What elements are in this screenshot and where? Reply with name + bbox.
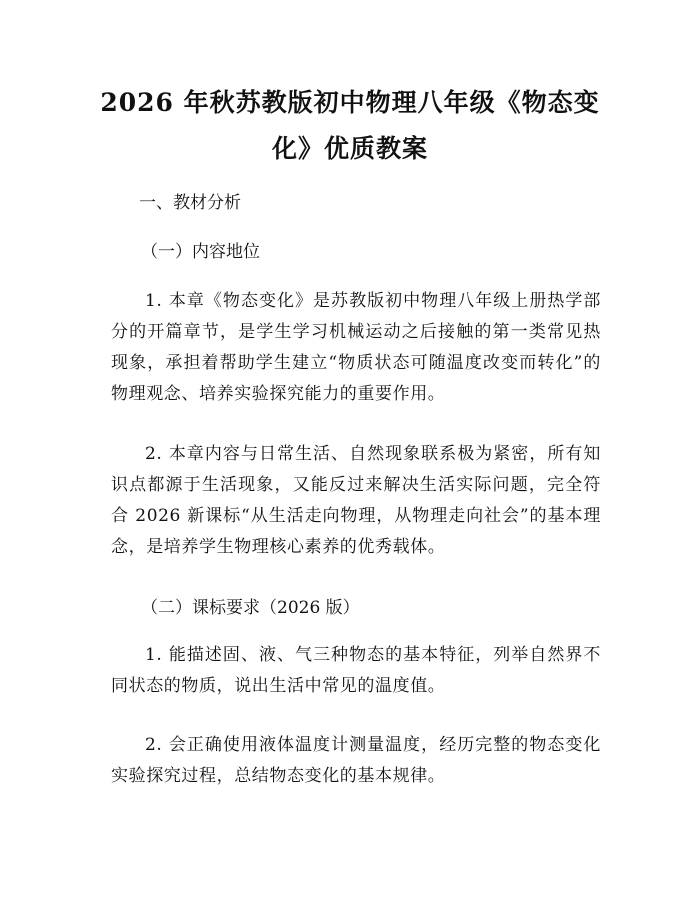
document-title-line-1: 2026 年秋苏教版初中物理八年级《物态变: [100, 88, 600, 117]
subsection-heading-curriculum-requirements: （二）课标要求（2026 版）: [141, 598, 360, 618]
document-title-line-2: 化》优质教案: [271, 134, 428, 163]
paragraph-curriculum-2: 2. 会正确使用液体温度计测量温度，经历完整的物态变化实验探究过程，总结物态变化的基本规律。: [111, 735, 601, 786]
paragraph-curriculum-1: 1. 能描述固、液、气三种物态的基本特征，列举自然界不同状态的物质，说出生活中常见的温度值。: [111, 645, 601, 696]
paragraph-content-position-1: 1. 本章《物态变化》是苏教版初中物理八年级上册热学部分的开篇章节，是学生学习机械运动之后接触的第一类常见热现象，承担着帮助学生建立“物质状态可随温度改变而转化”的物理观念、培养实验探究能力的重要作用。: [111, 291, 601, 404]
subsection-heading-content-position: （一）内容地位: [141, 242, 260, 262]
paragraph-content-position-2: 2. 本章内容与日常生活、自然现象联系极为紧密，所有知识点都源于生活现象，又能反过来解决生活实际问题，完全符合 2026 新课标“从生活走向物理，从物理走向社会”的基本理念，是培养学生物理核心素养的优秀载体。: [111, 444, 601, 557]
section-heading-textbook-analysis: 一、教材分析: [139, 193, 241, 213]
